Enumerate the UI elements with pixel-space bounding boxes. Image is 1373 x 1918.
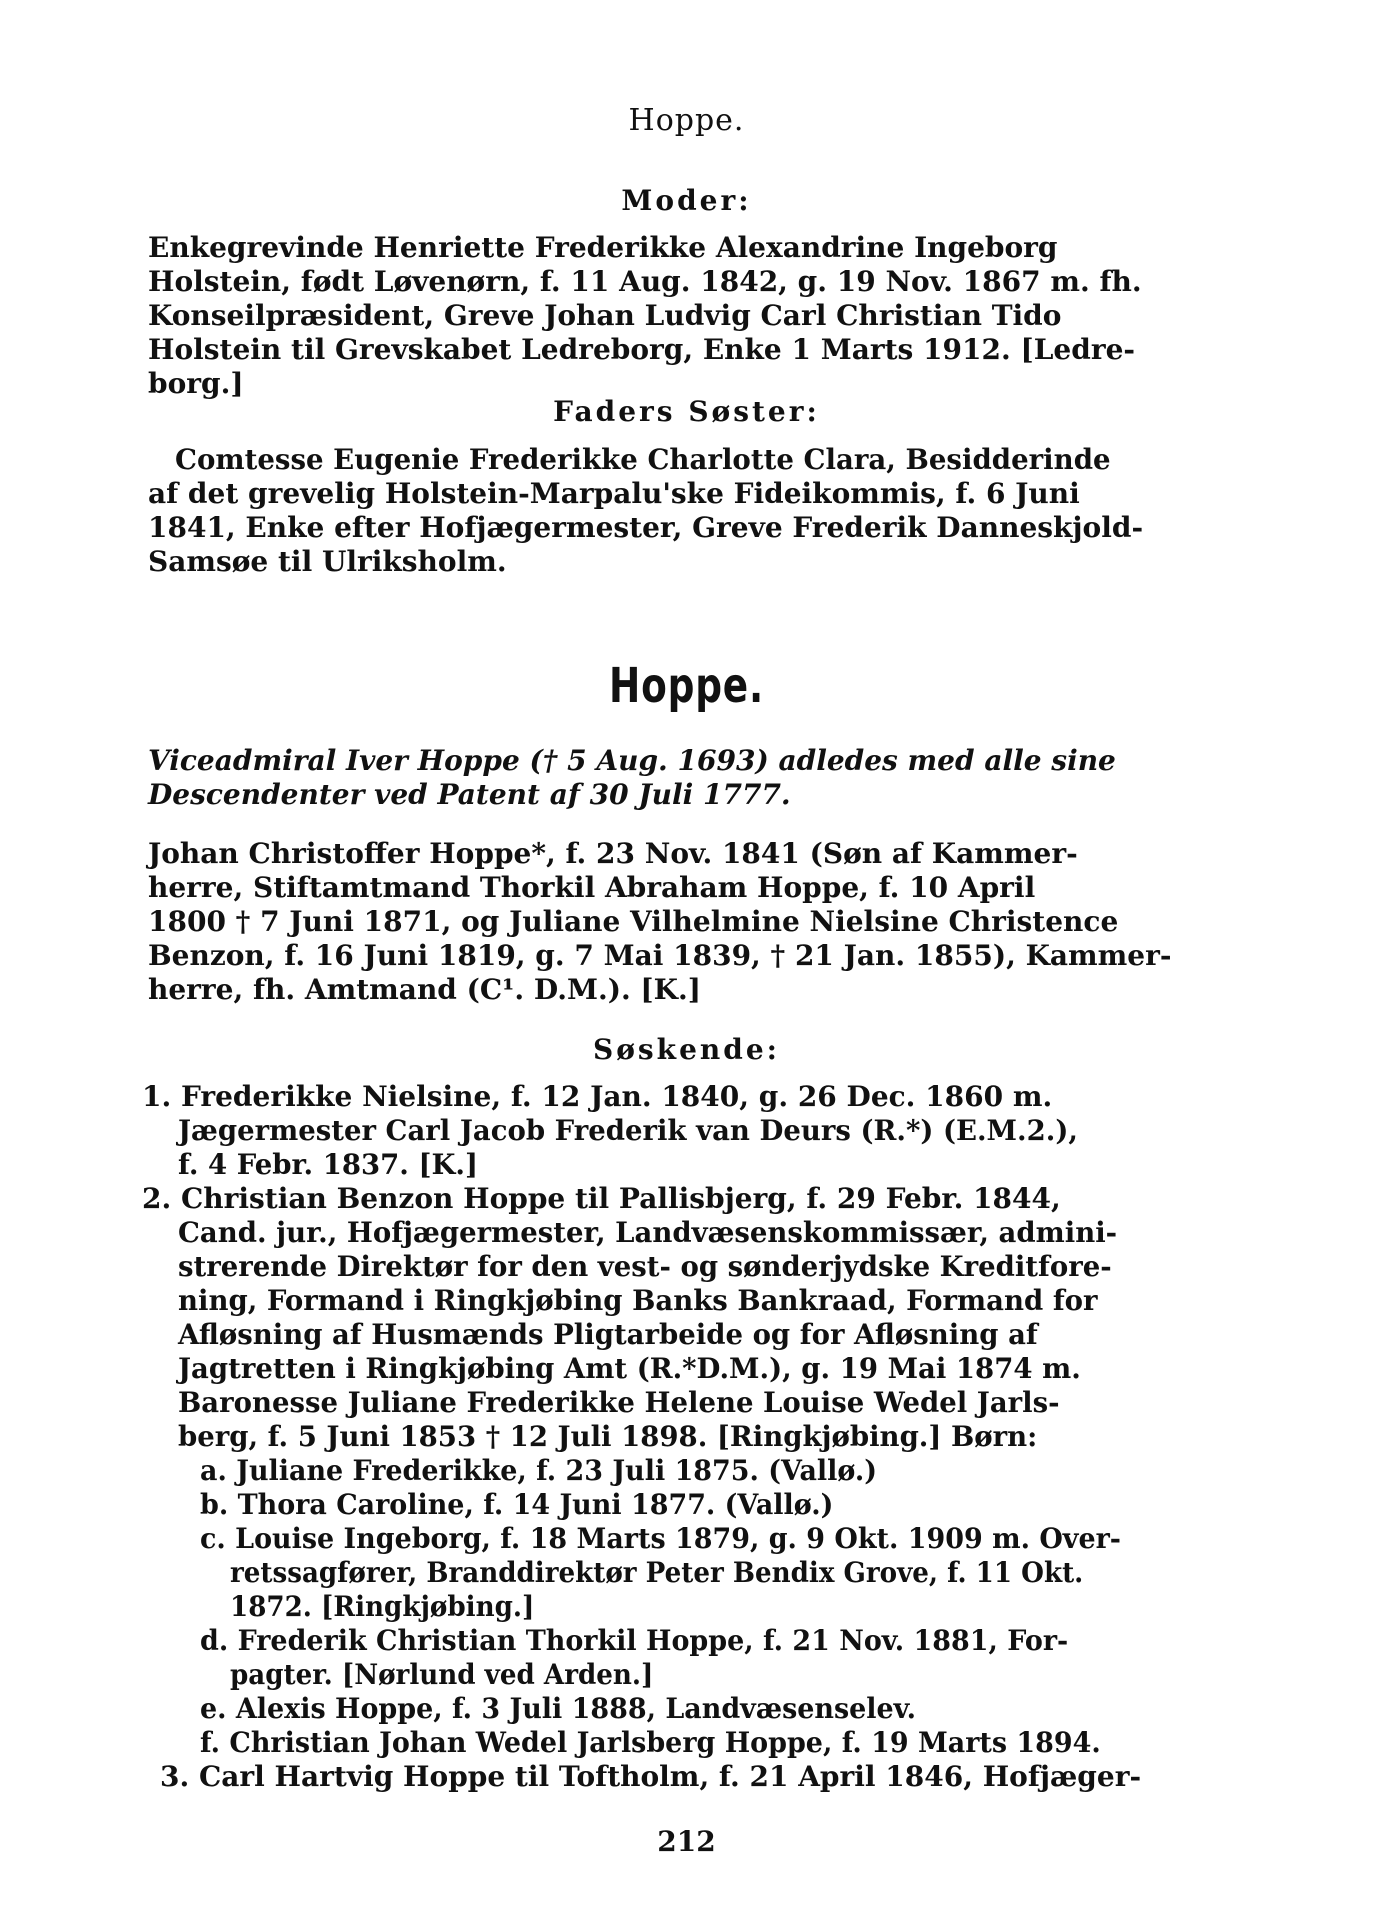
child-line: retssagfører, Branddirektør Peter Bendix Grove, f. 11 Okt.: [230, 1556, 1084, 1589]
head-entry-line: 1800 † 7 Juni 1871, og Juliane Vilhelmine Nielsine Christence: [148, 905, 1119, 938]
aunt-line: Comtesse Eugenie Frederikke Charlotte Clara, Besidderinde: [175, 443, 1111, 476]
sibling-line: 1. Frederikke Nielsine, f. 12 Jan. 1840, g. 26 Dec. 1860 m.: [142, 1080, 1053, 1113]
mother-line: Holstein til Grevskabet Ledreborg, Enke 1 Marts 1912. [Ledre-: [148, 333, 1135, 366]
head-entry-line: herre, Stiftamtmand Thorkil Abraham Hoppe, f. 10 April: [148, 871, 1036, 904]
head-entry-line: Johan Christoffer Hoppe*, f. 23 Nov. 1841 (Søn af Kammer-: [148, 837, 1078, 870]
sibling-line: ning, Formand i Ringkjøbing Banks Bankraad, Formand for: [178, 1284, 1098, 1317]
child-line: c. Louise Ingeborg, f. 18 Marts 1879, g. 9 Okt. 1909 m. Over-: [200, 1522, 1121, 1555]
aunt-line: Samsøe til Ulriksholm.: [148, 545, 507, 578]
sibling-line: Afløsning af Husmænds Pligtarbeide og for Afløsning af: [178, 1318, 1038, 1351]
sibling-line: Baronesse Juliane Frederikke Helene Louise Wedel Jarls-: [178, 1386, 1060, 1419]
sibling-line: 3. Carl Hartvig Hoppe til Toftholm, f. 21 April 1846, Hofjæger-: [160, 1760, 1142, 1793]
child-line: 1872. [Ringkjøbing.]: [230, 1590, 535, 1623]
child-line: d. Frederik Christian Thorkil Hoppe, f. 21 Nov. 1881, For-: [200, 1624, 1069, 1657]
sibling-line: Jagtretten i Ringkjøbing Amt (R.*D.M.), g. 19 Mai 1874 m.: [178, 1352, 1081, 1385]
mother-heading: Moder:: [621, 184, 752, 217]
head-entry-line: Benzon, f. 16 Juni 1819, g. 7 Mai 1839, † 21 Jan. 1855), Kammer-: [148, 939, 1172, 972]
ennoblement-line: Descendenter ved Patent af 30 Juli 1777.: [148, 778, 791, 811]
aunt-line: 1841, Enke efter Hofjægermester, Greve Frederik Danneskjold-: [148, 511, 1144, 544]
running-head: Hoppe.: [628, 103, 745, 138]
sibling-line: 2. Christian Benzon Hoppe til Pallisbjerg, f. 29 Febr. 1844,: [142, 1182, 1061, 1215]
sibling-line: Cand. jur., Hofjægermester, Landvæsenskommissær, admini-: [178, 1216, 1118, 1249]
mother-line: Holstein, født Løvenørn, f. 11 Aug. 1842, g. 19 Nov. 1867 m. fh.: [148, 265, 1142, 298]
head-entry-line: herre, fh. Amtmand (C¹. D.M.). [K.]: [148, 973, 702, 1006]
child-line: a. Juliane Frederikke, f. 23 Juli 1875. (Vallø.): [200, 1454, 877, 1487]
mother-line: borg.]: [148, 367, 244, 400]
child-line: e. Alexis Hoppe, f. 3 Juli 1888, Landvæsenselev.: [200, 1692, 916, 1725]
sibling-line: strerende Direktør for den vest- og sønderjydske Kreditfore-: [178, 1250, 1112, 1283]
aunt-line: af det grevelig Holstein-Marpalu'ske Fideikommis, f. 6 Juni: [148, 477, 1080, 510]
page-number: 212: [657, 1825, 716, 1858]
child-line: f. Christian Johan Wedel Jarlsberg Hoppe, f. 19 Marts 1894.: [200, 1726, 1101, 1759]
family-title: Hoppe.: [609, 658, 764, 714]
child-line: pagter. [Nørlund ved Arden.]: [230, 1658, 654, 1691]
document-page: [142, 0, 1213, 1918]
sibling-line: f. 4 Febr. 1837. [K.]: [178, 1148, 479, 1181]
mother-line: Enkegrevinde Henriette Frederikke Alexandrine Ingeborg: [148, 231, 1058, 264]
aunt-heading: Faders Søster:: [553, 395, 820, 428]
sibling-line: Jægermester Carl Jacob Frederik van Deurs (R.*) (E.M.2.),: [178, 1114, 1078, 1147]
child-line: b. Thora Caroline, f. 14 Juni 1877. (Vallø.): [200, 1488, 834, 1521]
sibling-line: berg, f. 5 Juni 1853 † 12 Juli 1898. [Ringkjøbing.] Børn:: [178, 1420, 1038, 1453]
ennoblement-line: Viceadmiral Iver Hoppe († 5 Aug. 1693) adledes med alle sine: [148, 744, 1116, 777]
mother-line: Konseilpræsident, Greve Johan Ludvig Carl Christian Tido: [148, 299, 1062, 332]
siblings-heading: Søskende:: [593, 1033, 780, 1066]
